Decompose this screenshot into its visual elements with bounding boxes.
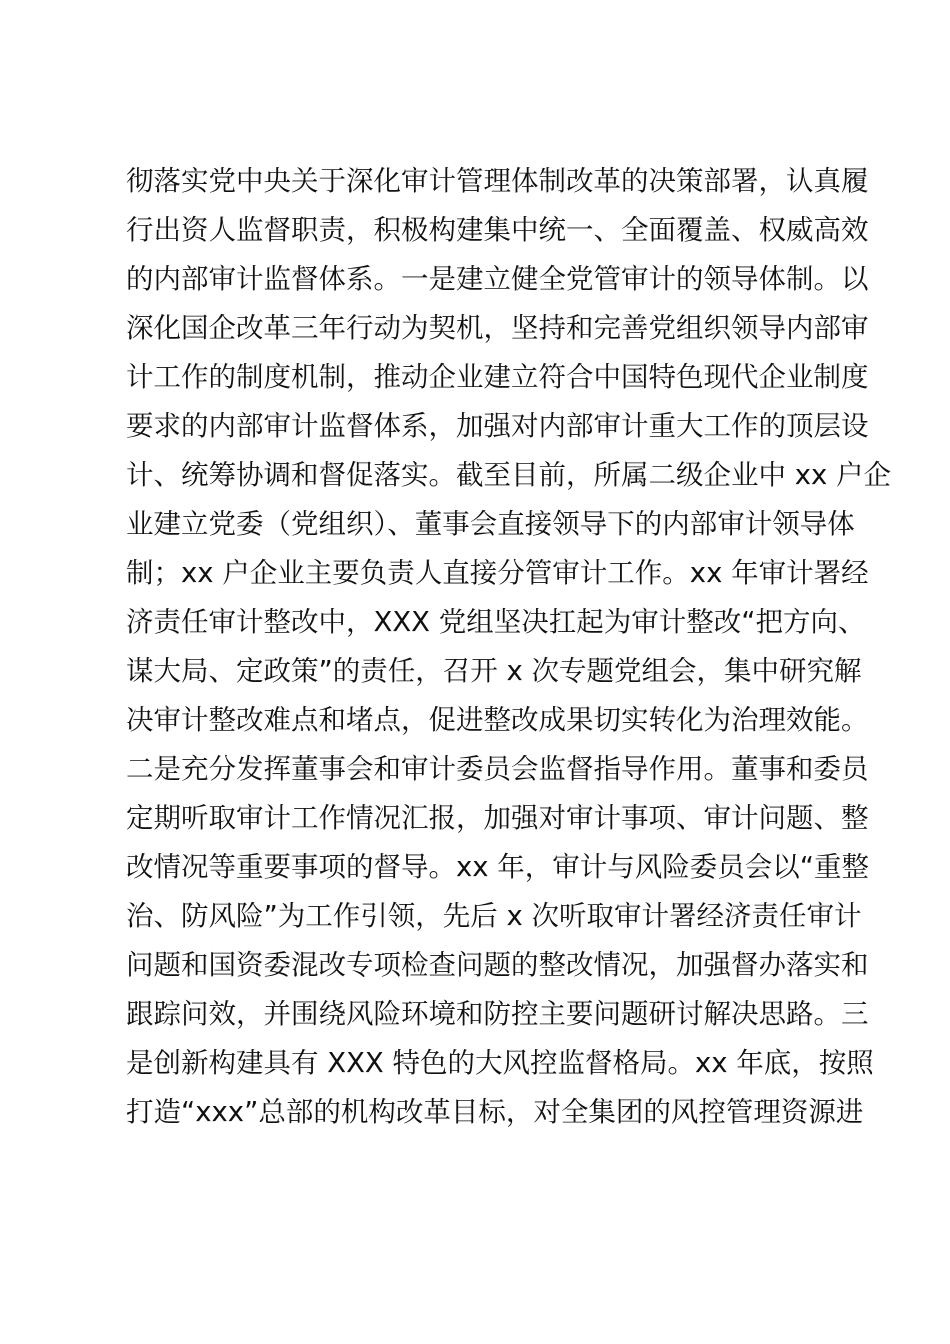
text-line: 的内部审计监督体系。一是建立健全党管审计的领导体制。以: [126, 263, 869, 295]
text-line: 跟踪问效，并围绕风险环境和防控主要问题研讨解决思路。三: [126, 998, 869, 1030]
text-line: 打造“xxx”总部的机构改革目标，对全集团的风控管理资源进: [126, 1096, 864, 1128]
text-line: 深化国企改革三年行动为契机，坚持和完善党组织领导内部审: [126, 312, 869, 344]
text-line: 计、统筹协调和督促落实。截至目前，所属二级企业中 xx 户企: [126, 459, 892, 491]
text-line: 决审计整改难点和堵点，促进整改成果切实转化为治理效能。: [126, 704, 869, 736]
text-line: 谋大局、定政策”的责任，召开 x 次专题党组会，集中研究解: [126, 655, 862, 687]
text-line: 治、防风险”为工作引领，先后 x 次听取审计署经济责任审计: [126, 900, 862, 932]
text-line: 计工作的制度机制，推动企业建立符合中国特色现代企业制度: [126, 361, 869, 393]
text-line: 行出资人监督职责，积极构建集中统一、全面覆盖、权威高效: [126, 214, 869, 246]
text-line: 问题和国资委混改专项检查问题的整改情况，加强督办落实和: [126, 949, 869, 981]
text-line: 制；xx 户企业主要负责人直接分管审计工作。xx 年审计署经: [126, 557, 869, 589]
text-line: 要求的内部审计监督体系，加强对内部审计重大工作的顶层设: [126, 410, 869, 442]
body-text: [126, 157, 892, 1137]
text-line: 定期听取审计工作情况汇报，加强对审计事项、审计问题、整: [126, 802, 869, 834]
text-line: 济责任审计整改中，XXX 党组坚决扛起为审计整改“把方向、: [126, 606, 866, 638]
text-line: 彻落实党中央关于深化审计管理体制改革的决策部署，认真履: [126, 165, 869, 197]
text-line: 改情况等重要事项的督导。xx 年，审计与风险委员会以“重整: [126, 851, 870, 883]
text-line: 业建立党委（党组织）、董事会直接领导下的内部审计领导体: [126, 508, 855, 540]
text-line: 是创新构建具有 XXX 特色的大风控监督格局。xx 年底，按照: [126, 1047, 874, 1079]
text-line: 二是充分发挥董事会和审计委员会监督指导作用。董事和委员: [126, 753, 869, 785]
